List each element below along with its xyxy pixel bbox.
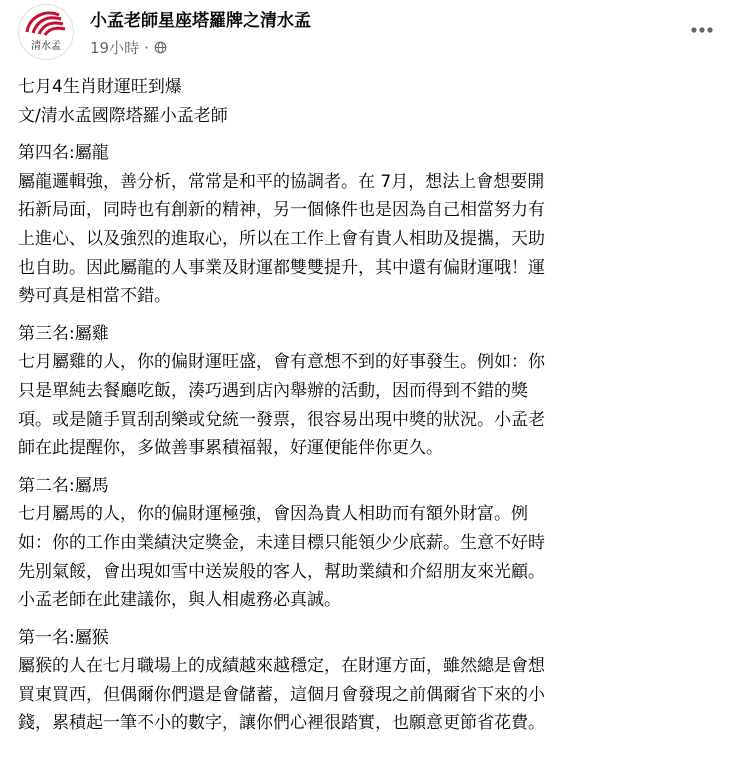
section-line: 上進心、以及強烈的進取心，所以在工作上會有貴人相助及提攜，天助 (18, 228, 545, 249)
brand-logo-icon (19, 5, 73, 59)
section-line: 小孟老師在此建議你，與人相處務必真誠。 (18, 590, 341, 611)
section-line: 項。或是隨手買刮刮樂或兌統一發票，很容易出現中獎的狀況。小孟老 (18, 409, 545, 430)
section-heading: 第二名:屬馬 (18, 475, 109, 496)
section-rank-1 (18, 624, 718, 738)
section-line: 師在此提醒你，多做善事累積福報，好運便能伴你更久。 (18, 438, 443, 459)
section-line: 屬龍邏輯強，善分析，常常是和平的協調者。在 7月，想法上會想要開 (18, 171, 545, 192)
section-line: 拓新局面，同時也有創新的精神，另一個條件也是因為自己相當努力有 (18, 200, 545, 221)
section-line: 也自助。因此屬龍的人事業及財運都雙雙提升，其中還有偏財運哦！運 (18, 257, 545, 278)
avatar-text: 清水孟 (31, 41, 61, 52)
section-line: 先別氣餒，會出現如雪中送炭般的客人，幫助業績和介紹朋友來光顧。 (18, 561, 545, 582)
avatar[interactable] (18, 4, 74, 60)
section-line: 如：你的工作由業績決定獎金，未達目標只能領少少底薪。生意不好時 (18, 532, 545, 553)
author-name[interactable]: 小孟老師星座塔羅牌之清水孟 (90, 11, 311, 31)
section-line: 七月屬馬的人，你的偏財運極強，會因為貴人相助而有額外財富。例 (18, 504, 528, 525)
section-heading: 第四名:屬龍 (18, 143, 109, 164)
section-line: 買東買西，但偶爾你們還是會儲蓄，這個月會發現之前偶爾省下來的小 (18, 684, 545, 705)
post-body (18, 73, 718, 738)
meta-separator: · (144, 38, 149, 57)
more-options-icon (690, 26, 714, 34)
section-line: 錢，累積起一筆不小的數字，讓你們心裡很踏實，也願意更節省花費。 (18, 713, 545, 734)
section-rank-2 (18, 472, 718, 615)
post-title: 七月4生肖財運旺到爆 (18, 77, 182, 97)
post-header (18, 4, 720, 60)
section-line: 只是單純去餐廳吃飯，湊巧遇到店內舉辦的活動，因而得到不錯的獎 (18, 380, 528, 401)
section-line: 屬猴的人在七月職場上的成績越來越穩定，在財運方面，雖然總是會想 (18, 656, 545, 677)
section-rank-4 (18, 139, 718, 311)
more-options-button[interactable] (684, 12, 720, 48)
section-heading: 第三名:屬雞 (18, 323, 109, 344)
post-byline: 文/清水孟國際塔羅小孟老師 (18, 105, 228, 126)
section-line: 勢可真是相當不錯。 (18, 286, 171, 307)
section-heading: 第一名:屬猴 (18, 627, 109, 648)
section-rank-3 (18, 320, 718, 463)
section-line: 七月屬雞的人，你的偏財運旺盛，會有意想不到的好事發生。例如：你 (18, 352, 545, 373)
post-meta (90, 37, 167, 58)
post-time[interactable]: 19小時 (90, 39, 140, 57)
globe-icon[interactable] (154, 41, 167, 54)
